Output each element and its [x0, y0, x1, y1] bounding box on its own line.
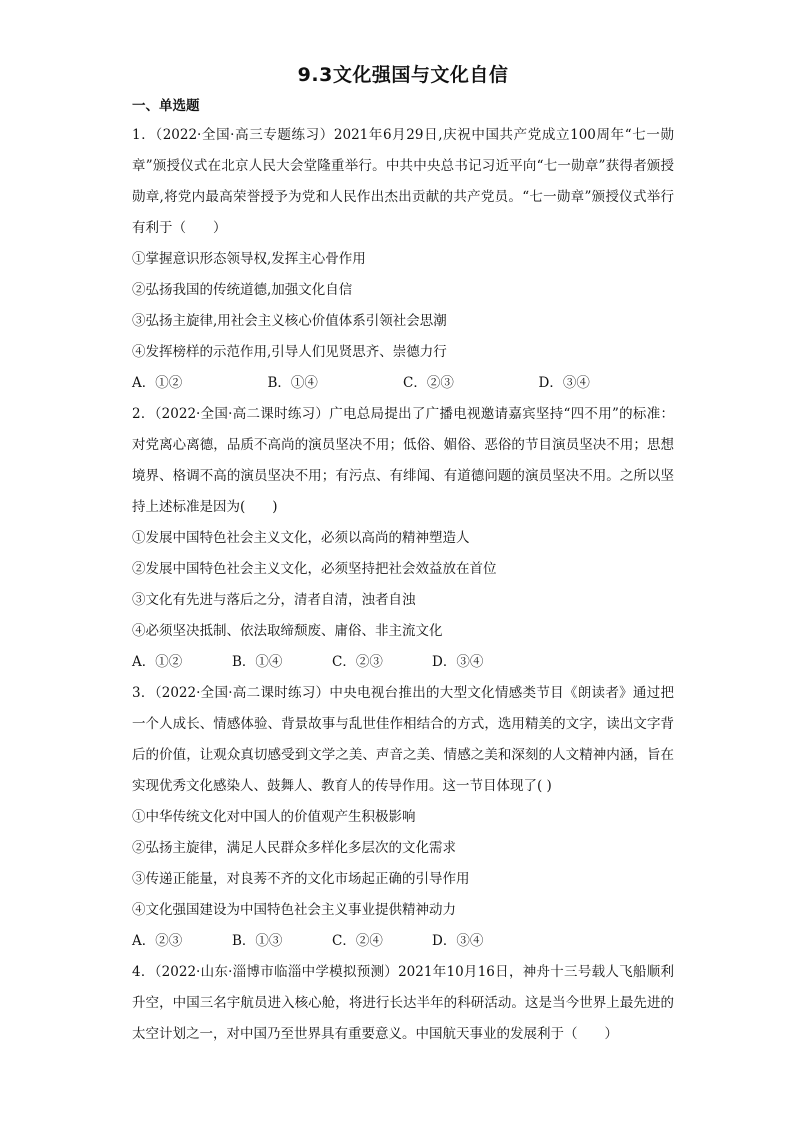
statement-item: ④必须坚决抵制、依法取缔颓废、庸俗、非主流文化 — [132, 623, 443, 639]
answer-choices — [132, 368, 674, 399]
statement-item: ③弘扬主旋律,用社会主义核心价值体系引领社会思潮 — [132, 313, 447, 329]
statement-item: ②弘扬主旋律，满足人民群众多样化多层次的文化需求 — [132, 840, 456, 856]
choice-c: C．②③ — [403, 375, 454, 391]
choice-b: B．①④ — [232, 654, 283, 670]
question-3 — [132, 678, 674, 957]
choice-d: D．③④ — [432, 933, 484, 949]
answer-choices — [132, 926, 674, 957]
choice-d: D．③④ — [432, 654, 484, 670]
statement-item: ①中华传统文化对中国人的价值观产生积极影响 — [132, 809, 416, 825]
statement-item: ①发展中国特色社会主义文化，必须以高尚的精神塑造人 — [132, 530, 470, 546]
choice-b: B．①④ — [267, 375, 318, 391]
question-number: 2． — [132, 406, 155, 422]
choice-c: C．②③ — [332, 654, 383, 670]
statement-item: ③文化有先进与落后之分，清者自清，浊者自浊 — [132, 592, 416, 608]
choice-a: A．①② — [132, 375, 183, 391]
section-heading: 一、单选题 — [132, 98, 200, 114]
question-source: （2022·全国·高二课时练习） — [154, 406, 330, 422]
answer-choices — [132, 647, 674, 678]
question-4 — [132, 957, 674, 1050]
statement-item: ④文化强国建设为中国特色社会主义事业提供精神动力 — [132, 902, 456, 918]
choice-b: B．①③ — [232, 933, 283, 949]
statement-item: ③传递正能量，对良莠不齐的文化市场起正确的引导作用 — [132, 871, 470, 887]
question-source: （2022·全国·高三专题练习） — [155, 127, 334, 143]
question-number: 1． — [132, 127, 156, 143]
statement-item: ④发挥榜样的示范作用,引导人们见贤思齐、崇德力行 — [132, 344, 447, 360]
question-text: 中央电视台推出的大型文化情感类节目《朗读者》通过把一个人成长、情感体验、背景故事与乱世佳作相结合的方式，选用精美的文字，读出文字背后的价值，让观众真切感受到文学之美、声音之美、情感之美和深刻的人文精神内涵，旨在实现优秀文化感染人、鼓舞人、教育人的传导作用。这一节目体现了( ) — [132, 685, 674, 794]
choice-a: A．②③ — [132, 933, 183, 949]
choice-d: D．③④ — [538, 375, 590, 391]
question-2 — [132, 399, 674, 678]
question-number: 3． — [132, 685, 155, 701]
question-number: 4． — [132, 964, 155, 980]
question-source: （2022·山东·淄博市临淄中学模拟预测） — [154, 964, 399, 980]
choice-c: C．②④ — [332, 933, 383, 949]
question-stem — [132, 120, 674, 244]
question-text: 广电总局提出了广播电视邀请嘉宾坚持“四不用”的标准：对党离心离德，品质不高尚的演员坚决不用；低俗、媚俗、恶俗的节目演员坚决不用；思想境界、格调不高的演员坚决不用；有污点、有绯闻、有道德问题的演员坚决不用。之所以坚持上述标准是因为( ) — [132, 406, 674, 515]
statement-item: ①掌握意识形态领导权,发挥主心骨作用 — [132, 251, 366, 267]
question-1 — [132, 120, 674, 399]
question-source: （2022·全国·高二课时练习） — [154, 685, 330, 701]
statement-item: ②弘扬我国的传统道德,加强文化自信 — [132, 282, 353, 298]
question-stem — [132, 957, 674, 1050]
question-text: 2021年10月16日，神舟十三号载人飞船顺利升空，中国三名宇航员进入核心舱，将进行长达半年的科研活动。这是当今世界上最先进的太空计划之一，对中国乃至世界具有重要意义。中国航天事业的发展利于（ ） — [132, 964, 674, 1042]
question-text: 2021年6月29日,庆祝中国共产党成立100周年“七一勋章”颁授仪式在北京人民大会堂隆重举行。中共中央总书记习近平向“七一勋章”获得者颁授勋章,将党内最高荣誉授予为党和人民作出杰出贡献的共产党员。“七一勋章”颁授仪式举行有利于（ ） — [132, 127, 674, 236]
document-title: 9.3文化强国与文化自信 — [297, 64, 509, 86]
statement-item: ②发展中国特色社会主义文化，必须坚持把社会效益放在首位 — [132, 561, 497, 577]
question-stem — [132, 399, 674, 523]
choice-a: A．①② — [132, 654, 183, 670]
question-stem — [132, 678, 674, 802]
